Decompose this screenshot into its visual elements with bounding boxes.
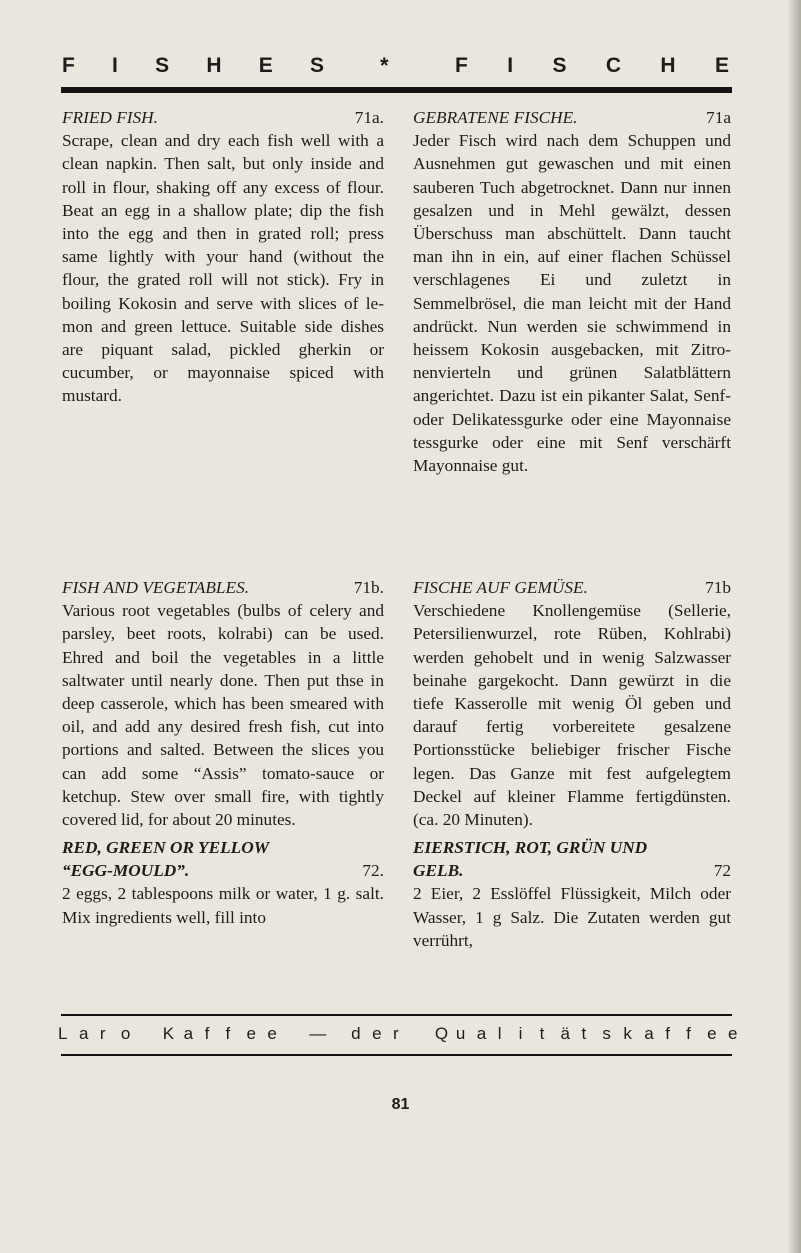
footer-slogan [58,1024,738,1050]
recipe-title-cont: “EGG-MOULD”. [62,861,190,881]
recipe-egg-mould [62,836,384,929]
header-letter: F [62,54,75,77]
recipe-number: 72. [362,861,384,881]
recipe-number: 71b. [353,578,384,597]
recipe-heading [62,859,384,882]
footer-letter: a [644,1024,654,1043]
footer-letter: f [204,1024,210,1043]
footer-letter: Q [434,1024,449,1043]
recipe-eierstich [413,836,731,952]
footer-letter: a [183,1024,194,1043]
footer-rule-top [61,1014,732,1016]
footer-letter: l [497,1024,502,1043]
header-letter: H [660,54,676,77]
recipe-heading [413,859,731,882]
recipe-text: 2 eggs, 2 tablespoons milk or water, 1 g. salt. Mix ingredients well, fill into [62,884,384,927]
recipe-fried-fish [62,106,384,408]
recipe-title: FISH AND VEGETABLES. [62,578,250,597]
footer-letter: f [686,1024,691,1043]
footer-letter: f [225,1024,231,1043]
recipe-heading [62,106,384,129]
recipe-fish-and-vegetables [62,576,384,831]
page-number: 81 [391,1096,410,1113]
header-separator-star: * [380,53,389,78]
recipe-gebratene-fische [413,106,731,477]
footer-letter: s [602,1024,611,1043]
footer-letter: r [393,1024,399,1043]
footer-letter: t [581,1024,587,1043]
footer-letter: K [162,1024,175,1043]
footer-letter: ä [560,1024,570,1043]
footer-letter: u [455,1024,466,1043]
footer-letter: r [99,1024,106,1043]
footer-letter: o [120,1024,131,1043]
footer-letter: e [246,1024,256,1043]
header-left-word [62,54,324,78]
footer-letter: e [372,1024,382,1043]
footer-letter: e [267,1024,277,1043]
footer-letter: d [351,1024,361,1043]
footer-letter: a [476,1024,487,1043]
footer-letter: — [309,1024,327,1043]
recipe-title: GEBRATENE FISCHE. [413,108,578,127]
recipe-text: 2 Eier, 2 Esslöffel Flüssigkeit, Milch oder Wasser, 1 g Salz. Die Zutaten werden gut verrührt, [413,884,731,950]
recipe-text: Jeder Fisch wird nach dem Schuppen und Ausnehmen gut gewaschen und mit einen sauberen Tuch abgetrocknet. Dann nur innen gesalzen und in Mehl gewälzt, dessen Überschuss man abschüttelt. Dann taucht man ihn in ein, auf einer flachen Schüssel verschlagenes Ei und zuletzt in Semmelbrösel, die man leicht mit der Hand andrückt. Nun werden sie schwimmend in heissem Kokosin ausgebacken, mit Zitronenvierteln und grünen Salatblättern angerichtet. Dazu ist ein pikanter Salat, Senf- oder Delikatessgurke oder eine Mayonnaise tessgurke oder eine mit Senf verschärft Mayonnaise gut. [413,131,731,476]
footer-letter: f [665,1024,670,1043]
header-letter: E [714,54,729,77]
header-letter: E [258,54,273,77]
header-right-word [455,54,729,78]
header-letter: S [155,54,170,77]
footer-letter: e [707,1024,717,1043]
header-letter: H [206,54,222,77]
recipe-text: Various root vegetables (bulbs of celery and parsley, beet roots, kolrabi) can be used. Ehred and boil the vegetables in a little saltwater until nearly done. Then put thse in deep casserole, which has been smeared with oil, and add any desired fresh fish, cut into portions and salted. Between the slices you can add some “Assis” tomato-sauce or ketchup. Stew over small fire, with tightly covered lid, for about 20 minutes. [62,601,384,830]
header-letter: S [309,54,324,77]
header-letter: I [507,54,514,77]
running-header [62,54,732,84]
header-letter: C [605,54,622,77]
footer-letter: i [518,1024,523,1043]
header-letter: S [552,54,567,77]
recipe-title: FISCHE AUF GEMÜSE. [413,578,588,597]
recipe-title: RED, GREEN OR YELLOW [62,838,270,857]
footer-rule-bottom [61,1054,732,1056]
recipe-text: Verschiedene Knollengemüse (Sellerie, Petersilienwurzel, rote Rüben, Kohlrabi) werden gehobelt und in wenig Salzwasser beinahe gargekocht. Dann gewürzt in die tiefe Kasserolle mit wenig Öl geben und darauf fertig vorbereitete gesalzene Portionsstücke beliebiger frischer Fische legen. Das Ganze mit fest aufgelegtem Deckel auf kleiner Flamme fertigdünsten. (ca. 20 Minuten). [413,601,731,830]
page-edge-shadow [787,0,801,1253]
recipe-number: 71a. [354,108,384,127]
header-rule [61,87,732,93]
recipe-title: EIERSTICH, ROT, GRÜN UND [413,838,648,857]
recipe-heading [413,576,731,599]
footer-letter: t [539,1024,545,1043]
recipe-fische-auf-gemuese [413,576,731,831]
recipe-heading [413,106,731,129]
recipe-title-line [62,836,384,859]
header-letter: I [112,54,118,77]
recipe-heading [62,576,384,599]
footer-letter: L [58,1024,68,1043]
header-letter: F [455,54,468,77]
recipe-number: 71b [705,578,731,597]
footer-letter: e [728,1024,738,1043]
footer-letter: k [623,1024,632,1043]
recipe-title: FRIED FISH. [62,108,158,127]
recipe-title-cont: GELB. [413,861,464,881]
recipe-number: 71a [706,108,731,127]
recipe-number: 72 [713,861,731,881]
recipe-text: Scrape, clean and dry each fish well with a clean napkin. Then salt, but only inside and roll in flour, shaking off any excess of flour. Beat an egg in a shallow plate; dip the fish into the egg and then in grated roll; press same lightly with your hand (without the flour, the grated roll will not stick). Fry in boiling Kokosin and serve with slices of lemon and green lettuce. Suitable side dishes are piquant salad, pickled gherkin or cucumber, or mayonnaise spiced with mustard. [62,131,384,406]
footer-letter: a [78,1024,89,1043]
